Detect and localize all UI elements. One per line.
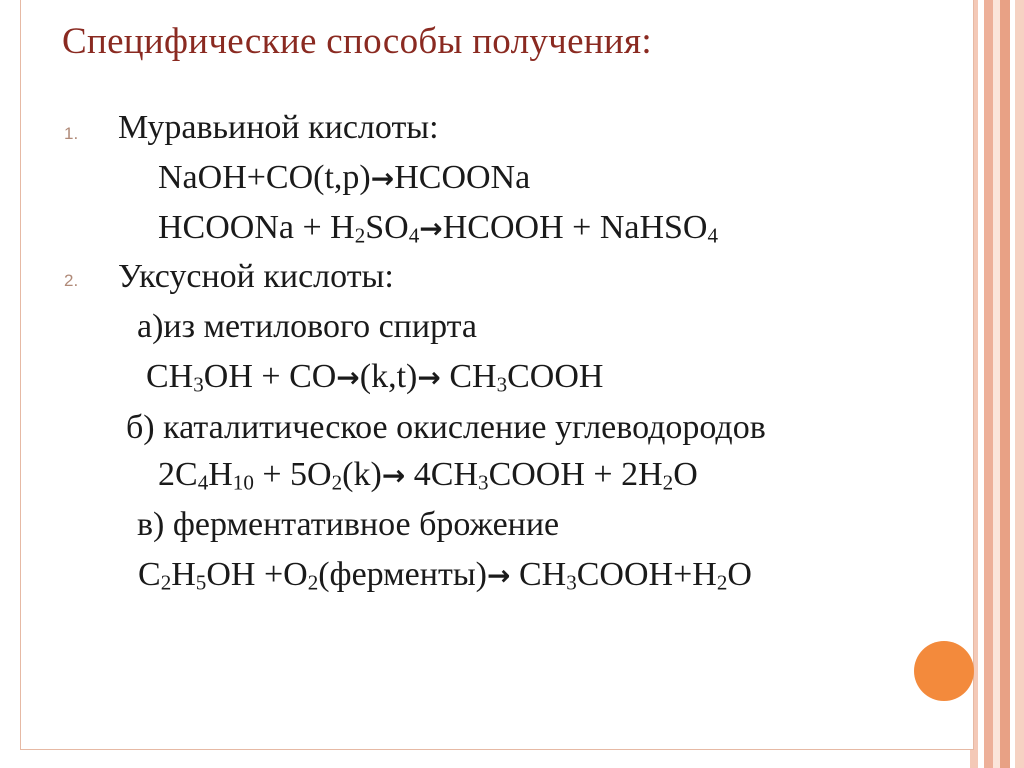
equation-text: + 5O	[253, 456, 332, 493]
method-label: а)из метилового спирта	[137, 308, 477, 345]
method-label: б) каталитическое окисление углеводородов	[126, 409, 766, 446]
arrow-right-icon: →	[336, 361, 360, 394]
subscript: 3	[193, 372, 204, 397]
equation-text: NaOH+CO(t,p)	[158, 159, 371, 196]
subscript: 4	[408, 223, 420, 248]
equation-line	[158, 455, 698, 496]
equation-line	[158, 208, 718, 249]
subscript: 2	[160, 570, 172, 595]
subscript: 3	[496, 372, 508, 397]
equation-text: HCOONa + H	[158, 209, 355, 246]
equation-text: O	[673, 456, 698, 493]
equation-text: (k)	[342, 456, 382, 493]
equation-text: H	[208, 456, 233, 493]
equation-text: COOH	[507, 358, 604, 395]
equation-line	[138, 555, 752, 596]
side-stripes	[970, 0, 1024, 768]
equation-line	[146, 357, 603, 398]
equation-text: CH	[146, 358, 194, 395]
orange-dot-icon	[914, 641, 974, 701]
equation-text: OH + CO	[203, 358, 337, 395]
equation-text: CH	[510, 556, 567, 593]
subscript: 4	[197, 470, 209, 495]
equation-text: O	[727, 556, 752, 593]
arrow-right-icon: →	[417, 361, 441, 394]
subscript: 3	[566, 570, 577, 595]
equation-text: H	[171, 556, 196, 593]
list-number-1: 1.	[64, 124, 79, 143]
subscript: 2	[662, 470, 674, 495]
equation-text: (k,t)	[359, 358, 418, 395]
subscript: 2	[716, 570, 728, 595]
equation-text: 2C	[158, 456, 198, 493]
subscript: 10	[232, 470, 254, 495]
equation-text: HCOONa	[394, 159, 531, 196]
stripe	[1015, 0, 1024, 768]
method-label: в) ферментативное брожение	[137, 506, 560, 543]
list-number-2: 2.	[64, 271, 79, 290]
equation-text: COOH+H	[576, 556, 717, 593]
subscript: 3	[478, 470, 489, 495]
stripe	[993, 0, 1000, 768]
arrow-right-icon: →	[370, 162, 395, 195]
arrow-right-icon: →	[419, 212, 443, 245]
stripe	[984, 0, 993, 768]
subscript: 5	[195, 570, 207, 595]
equation-text: SO	[365, 209, 409, 246]
equation-line	[158, 158, 530, 199]
subscript: 4	[707, 223, 719, 248]
equation-text: (ферменты)	[318, 556, 487, 593]
equation-text: C	[138, 556, 161, 593]
slide-title: Специфические способы получения:	[62, 21, 652, 62]
item-heading-acetic: Уксусной кислоты:	[118, 258, 394, 295]
subscript: 2	[354, 223, 366, 248]
subscript: 2	[331, 470, 343, 495]
stripe	[1000, 0, 1010, 768]
equation-text: COOH + 2H	[488, 456, 663, 493]
equation-text: 4CH	[405, 456, 479, 493]
equation-text: OH +O	[206, 556, 308, 593]
equation-text: CH	[440, 358, 497, 395]
subscript: 2	[307, 570, 319, 595]
arrow-right-icon: →	[487, 559, 511, 592]
item-heading-formic: Муравьиной кислоты:	[118, 109, 439, 146]
arrow-right-icon: →	[381, 459, 406, 492]
equation-text: HCOOH + NaHSO	[442, 209, 708, 246]
